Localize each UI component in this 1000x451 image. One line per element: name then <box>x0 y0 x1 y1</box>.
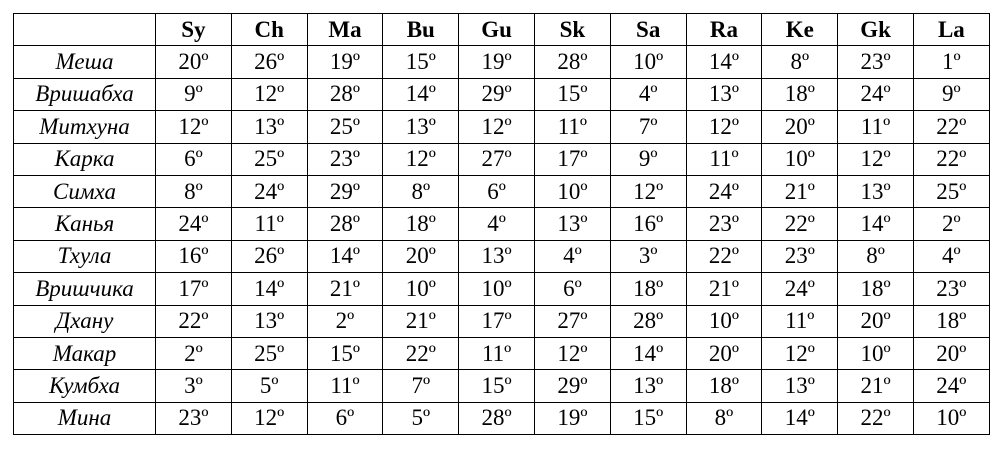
column-header: La <box>913 14 989 46</box>
row-label: Меша <box>14 46 156 78</box>
column-header: Ma <box>307 14 383 46</box>
degree-cell: 22º <box>686 240 762 272</box>
degree-cell: 5º <box>383 402 459 434</box>
degree-cell: 14º <box>307 240 383 272</box>
degree-cell: 15º <box>610 402 686 434</box>
table-row <box>14 370 990 402</box>
row-label: Карка <box>14 143 156 175</box>
degree-cell: 17º <box>534 143 610 175</box>
table-row <box>14 305 990 337</box>
degree-cell: 7º <box>383 370 459 402</box>
corner-cell <box>14 14 156 46</box>
degree-cell: 10º <box>610 46 686 78</box>
degree-cell: 20º <box>762 111 838 143</box>
degree-cell: 17º <box>459 305 535 337</box>
table-row <box>14 208 990 240</box>
degree-cell: 12º <box>231 402 307 434</box>
table-row <box>14 273 990 305</box>
degree-cell: 11º <box>307 370 383 402</box>
degree-cell: 2º <box>307 305 383 337</box>
degree-cell: 13º <box>610 370 686 402</box>
degree-cell: 21º <box>838 370 914 402</box>
degree-cell: 25º <box>231 143 307 175</box>
degree-cell: 10º <box>459 273 535 305</box>
degree-cell: 20º <box>686 337 762 369</box>
degree-cell: 22º <box>913 143 989 175</box>
degree-cell: 20º <box>913 337 989 369</box>
table-row <box>14 46 990 78</box>
degree-cell: 28º <box>459 402 535 434</box>
degree-cell: 21º <box>307 273 383 305</box>
degree-cell: 10º <box>383 273 459 305</box>
degree-cell: 11º <box>838 111 914 143</box>
degree-cell: 24º <box>156 208 232 240</box>
degree-cell: 4º <box>610 78 686 110</box>
degree-cell: 24º <box>913 370 989 402</box>
column-header: Sa <box>610 14 686 46</box>
degree-cell: 21º <box>383 305 459 337</box>
table-row <box>14 111 990 143</box>
degree-cell: 21º <box>762 175 838 207</box>
degree-cell: 2º <box>913 208 989 240</box>
degree-cell: 6º <box>459 175 535 207</box>
degree-cell: 23º <box>762 240 838 272</box>
degree-cell: 18º <box>686 370 762 402</box>
degree-cell: 13º <box>383 111 459 143</box>
degree-cell: 10º <box>838 337 914 369</box>
degree-cell: 19º <box>307 46 383 78</box>
degree-cell: 13º <box>231 111 307 143</box>
row-label: Мина <box>14 402 156 434</box>
degree-cell: 26º <box>231 46 307 78</box>
table-row <box>14 175 990 207</box>
planet-degree-table <box>13 13 990 435</box>
degree-cell: 12º <box>231 78 307 110</box>
degree-cell: 22º <box>838 402 914 434</box>
degree-cell: 4º <box>459 208 535 240</box>
degree-cell: 24º <box>838 78 914 110</box>
degree-cell: 8º <box>838 240 914 272</box>
degree-cell: 6º <box>307 402 383 434</box>
degree-cell: 11º <box>231 208 307 240</box>
degree-cell: 23º <box>913 273 989 305</box>
degree-cell: 27º <box>459 143 535 175</box>
degree-cell: 13º <box>686 78 762 110</box>
degree-cell: 13º <box>459 240 535 272</box>
degree-cell: 29º <box>534 370 610 402</box>
degree-cell: 11º <box>459 337 535 369</box>
degree-cell: 28º <box>307 78 383 110</box>
header-row <box>14 14 990 46</box>
row-label: Канья <box>14 208 156 240</box>
degree-cell: 9º <box>610 143 686 175</box>
degree-cell: 16º <box>156 240 232 272</box>
degree-cell: 24º <box>686 175 762 207</box>
row-label: Тхула <box>14 240 156 272</box>
degree-cell: 28º <box>307 208 383 240</box>
column-header: Gk <box>838 14 914 46</box>
degree-cell: 23º <box>307 143 383 175</box>
degree-cell: 13º <box>762 370 838 402</box>
degree-cell: 12º <box>610 175 686 207</box>
degree-cell: 18º <box>762 78 838 110</box>
degree-cell: 8º <box>383 175 459 207</box>
degree-cell: 6º <box>156 143 232 175</box>
degree-cell: 20º <box>383 240 459 272</box>
degree-cell: 29º <box>307 175 383 207</box>
table-body <box>14 46 990 435</box>
column-header: Ra <box>686 14 762 46</box>
degree-cell: 23º <box>156 402 232 434</box>
degree-cell: 21º <box>686 273 762 305</box>
degree-cell: 20º <box>838 305 914 337</box>
column-header: Ch <box>231 14 307 46</box>
degree-cell: 18º <box>838 273 914 305</box>
degree-cell: 22º <box>762 208 838 240</box>
degree-cell: 28º <box>610 305 686 337</box>
degree-cell: 11º <box>686 143 762 175</box>
degree-cell: 10º <box>913 402 989 434</box>
degree-cell: 12º <box>534 337 610 369</box>
table-row <box>14 402 990 434</box>
degree-cell: 3º <box>156 370 232 402</box>
degree-cell: 3º <box>610 240 686 272</box>
degree-cell: 10º <box>762 143 838 175</box>
degree-cell: 14º <box>838 208 914 240</box>
row-label: Вришчика <box>14 273 156 305</box>
degree-cell: 19º <box>534 402 610 434</box>
row-label: Вришабха <box>14 78 156 110</box>
degree-cell: 10º <box>686 305 762 337</box>
degree-cell: 20º <box>156 46 232 78</box>
degree-cell: 14º <box>762 402 838 434</box>
degree-cell: 29º <box>459 78 535 110</box>
degree-cell: 4º <box>534 240 610 272</box>
degree-cell: 18º <box>610 273 686 305</box>
degree-cell: 22º <box>383 337 459 369</box>
degree-cell: 12º <box>156 111 232 143</box>
table-row <box>14 143 990 175</box>
degree-cell: 12º <box>686 111 762 143</box>
degree-cell: 5º <box>231 370 307 402</box>
degree-cell: 14º <box>383 78 459 110</box>
degree-cell: 8º <box>156 175 232 207</box>
degree-cell: 12º <box>762 337 838 369</box>
degree-cell: 4º <box>913 240 989 272</box>
degree-cell: 19º <box>459 46 535 78</box>
degree-cell: 14º <box>610 337 686 369</box>
degree-cell: 12º <box>838 143 914 175</box>
row-label: Макар <box>14 337 156 369</box>
degree-cell: 6º <box>534 273 610 305</box>
degree-cell: 1º <box>913 46 989 78</box>
degree-cell: 7º <box>610 111 686 143</box>
degree-cell: 22º <box>156 305 232 337</box>
degree-cell: 2º <box>156 337 232 369</box>
table-row <box>14 240 990 272</box>
column-header: Sk <box>534 14 610 46</box>
degree-cell: 22º <box>913 111 989 143</box>
row-label: Дхану <box>14 305 156 337</box>
degree-cell: 15º <box>459 370 535 402</box>
degree-cell: 26º <box>231 240 307 272</box>
degree-cell: 15º <box>383 46 459 78</box>
degree-cell: 9º <box>913 78 989 110</box>
column-header: Ke <box>762 14 838 46</box>
degree-cell: 10º <box>534 175 610 207</box>
degree-cell: 13º <box>534 208 610 240</box>
table-row <box>14 337 990 369</box>
degree-cell: 11º <box>762 305 838 337</box>
degree-cell: 15º <box>534 78 610 110</box>
degree-cell: 25º <box>307 111 383 143</box>
degree-cell: 17º <box>156 273 232 305</box>
degree-cell: 24º <box>231 175 307 207</box>
column-header: Bu <box>383 14 459 46</box>
degree-cell: 16º <box>610 208 686 240</box>
table-row <box>14 78 990 110</box>
degree-cell: 14º <box>686 46 762 78</box>
row-label: Кумбха <box>14 370 156 402</box>
degree-cell: 23º <box>838 46 914 78</box>
degree-cell: 12º <box>459 111 535 143</box>
degree-cell: 18º <box>913 305 989 337</box>
degree-cell: 8º <box>686 402 762 434</box>
row-label: Митхуна <box>14 111 156 143</box>
degree-cell: 27º <box>534 305 610 337</box>
degree-cell: 11º <box>534 111 610 143</box>
degree-cell: 14º <box>231 273 307 305</box>
degree-cell: 23º <box>686 208 762 240</box>
degree-cell: 25º <box>913 175 989 207</box>
degree-cell: 28º <box>534 46 610 78</box>
degree-cell: 25º <box>231 337 307 369</box>
degree-cell: 15º <box>307 337 383 369</box>
degree-cell: 8º <box>762 46 838 78</box>
degree-cell: 9º <box>156 78 232 110</box>
degree-cell: 24º <box>762 273 838 305</box>
degree-cell: 13º <box>838 175 914 207</box>
degree-cell: 18º <box>383 208 459 240</box>
column-header: Gu <box>459 14 535 46</box>
degree-cell: 12º <box>383 143 459 175</box>
column-header: Sy <box>156 14 232 46</box>
row-label: Симха <box>14 175 156 207</box>
degree-cell: 13º <box>231 305 307 337</box>
